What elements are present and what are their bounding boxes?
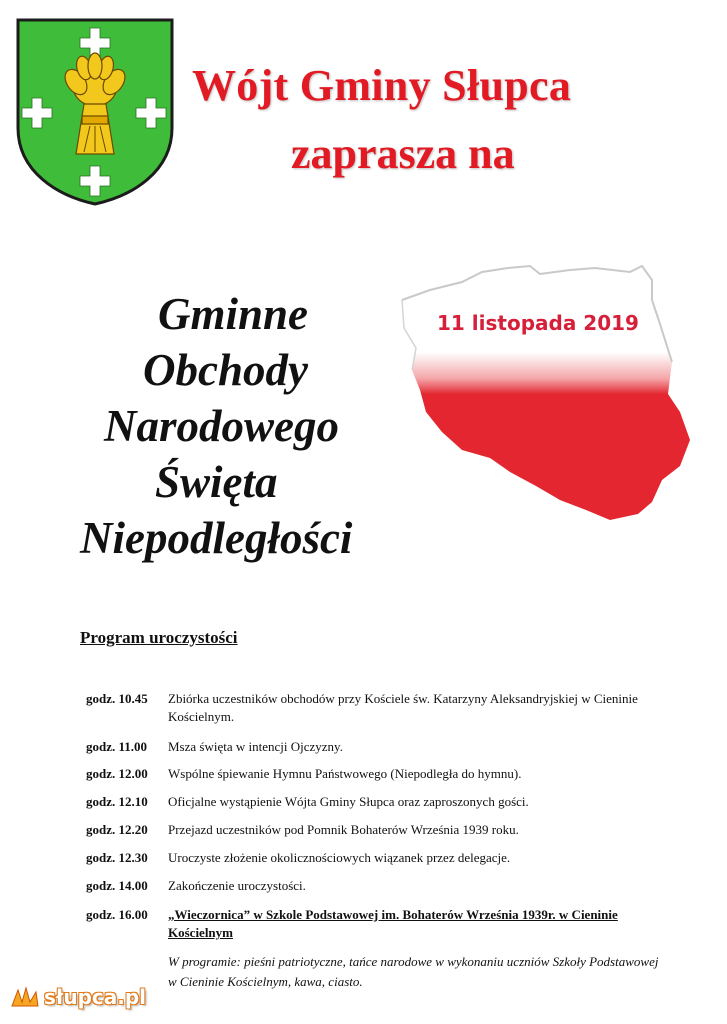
program-time: godz. 16.00 [86, 907, 148, 922]
program-note: W programie: pieśni patriotyczne, tańce narodowe w wykonaniu uczniów Szkoły Podstawowej w Cieninie Kościelnym, kawa, ciasto. [168, 954, 659, 989]
program-description: „Wieczornica” w Szkole Podstawowej im. Bohaterów Września 1939r. w Cieninie Kościelnym [168, 907, 618, 940]
watermark-logo-icon [10, 984, 40, 1010]
program-description: Wspólne śpiewanie Hymnu Państwowego (Niepodległa do hymnu). [168, 766, 522, 781]
program-description: Uroczyste złożenie okolicznościowych wiązanek przez delegacje. [168, 850, 511, 865]
poland-flag-map-graphic [390, 262, 700, 527]
coat-of-arms-emblem [14, 16, 176, 208]
program-time: godz. 11.00 [86, 739, 148, 754]
program-title: Program uroczystości [80, 628, 238, 647]
title-line-5: Niepodległości [80, 513, 353, 563]
program-time: godz. 14.00 [86, 878, 148, 893]
event-date-label: 11 listopada 2019 [437, 311, 639, 335]
program-description: Zakończenie uroczystości. [168, 878, 306, 893]
program-description: Zbiórka uczestników obchodów przy Kościele św. Katarzyny Aleksandryjskiej w Cieninie Kościelnym. [168, 691, 638, 724]
program-time: godz. 12.20 [86, 822, 148, 837]
program-time: godz. 12.10 [86, 794, 148, 809]
header-line-1: Wójt Gminy Słupca [192, 61, 572, 110]
title-line-1: Gminne [158, 289, 309, 339]
title-line-2: Obchody [143, 345, 308, 395]
header-line-2: zaprasza na [291, 129, 515, 178]
program-time: godz. 12.30 [86, 850, 148, 865]
title-line-4: Święta [155, 457, 278, 507]
watermark-text: słupca.pl [44, 985, 147, 1009]
program-time: godz. 12.00 [86, 766, 148, 781]
program-description: Oficjalne wystąpienie Wójta Gminy Słupca oraz zaproszonych gości. [168, 794, 529, 809]
title-line-3: Narodowego [104, 401, 339, 451]
watermark [10, 982, 146, 1012]
program-time: godz. 10.45 [86, 691, 148, 706]
program-description: Przejazd uczestników pod Pomnik Bohaterów Września 1939 roku. [168, 822, 519, 837]
program-description: Msza święta w intencji Ojczyzny. [168, 739, 343, 754]
